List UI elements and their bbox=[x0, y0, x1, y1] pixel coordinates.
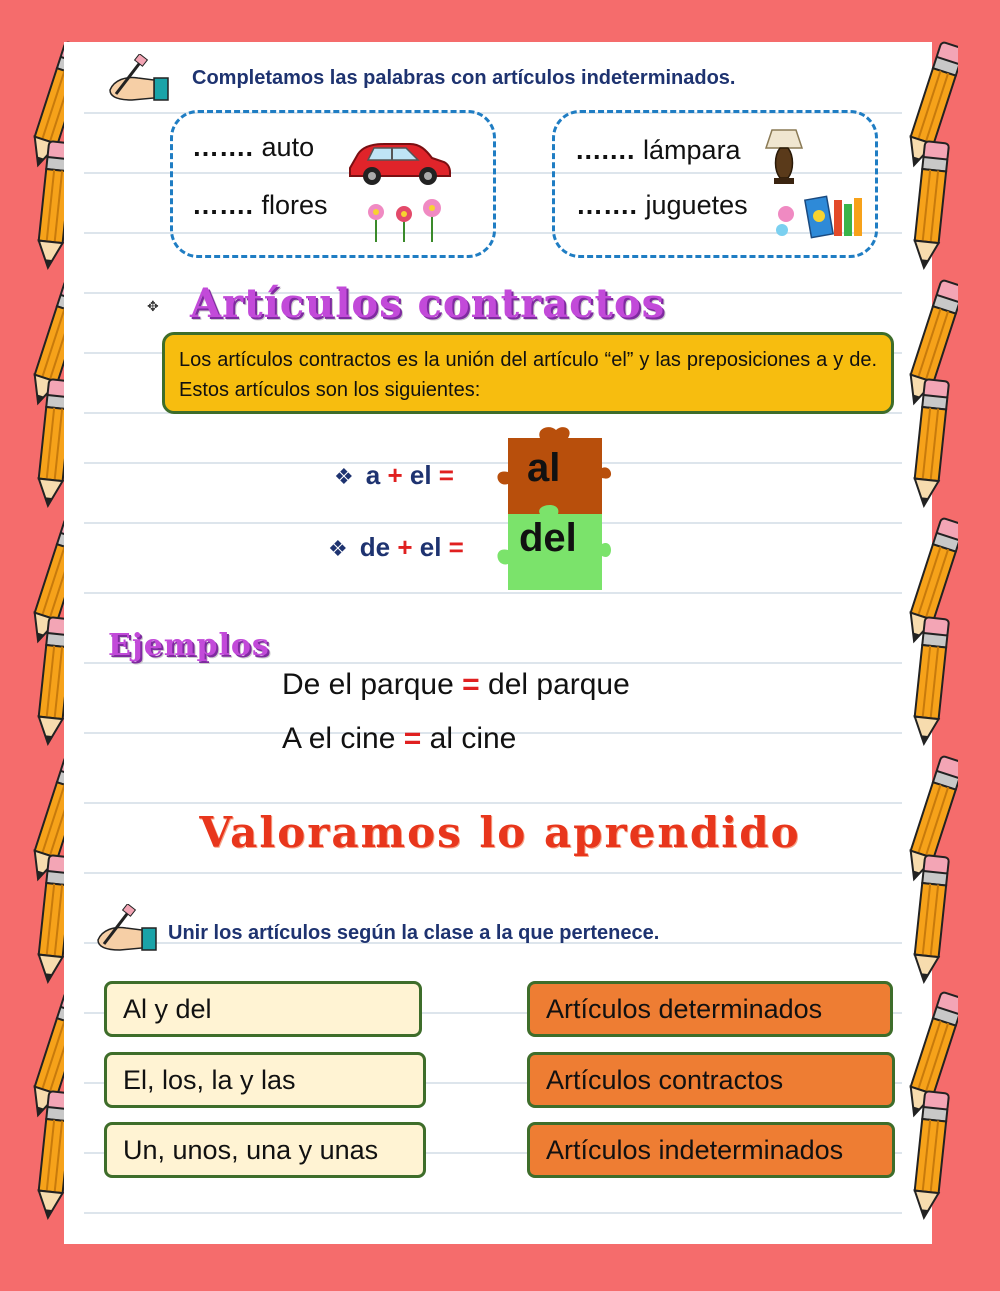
blank[interactable]: ….... bbox=[576, 190, 639, 220]
section-title: Artículos contractos bbox=[190, 280, 666, 327]
example-right: al cine bbox=[429, 722, 517, 755]
instruction-text: Completamos las palabras con artículos indeterminados. bbox=[192, 67, 736, 89]
word: lámpara bbox=[643, 135, 741, 165]
example-left: A el cine bbox=[282, 722, 396, 755]
writing-hand-icon bbox=[90, 904, 160, 956]
pencil-icon bbox=[904, 378, 956, 518]
equals-sign: = bbox=[403, 722, 422, 755]
info-box: Los artículos contractos es la unión del artículo “el” y las preposiciones a y de. Estos artículos son los siguientes: bbox=[162, 332, 894, 414]
match-left-item[interactable]: Al y del bbox=[104, 981, 422, 1037]
formula-row bbox=[328, 532, 464, 563]
pencil-icon bbox=[904, 1090, 956, 1230]
word: juguetes bbox=[645, 190, 748, 220]
equals-sign: = bbox=[462, 668, 480, 701]
assessment-title: Valoramos lo aprendido bbox=[199, 808, 801, 857]
formula-part: a bbox=[365, 460, 381, 490]
pencil-icon bbox=[904, 140, 956, 280]
bullet-icon: ❖ bbox=[334, 464, 354, 489]
puzzle-label: del bbox=[519, 516, 577, 560]
instruction-text: Unir los artículos según la clase a la que pertenece. bbox=[168, 922, 660, 944]
word: flores bbox=[261, 190, 328, 220]
blank[interactable]: ….... bbox=[192, 190, 255, 220]
plus-sign: + bbox=[397, 532, 413, 562]
example-row bbox=[282, 668, 630, 702]
example-row bbox=[282, 722, 516, 756]
flowers-icon bbox=[360, 194, 450, 244]
formula-part: el bbox=[409, 460, 432, 490]
match-left-item[interactable]: Un, unos, una y unas bbox=[104, 1122, 426, 1178]
formula-row bbox=[334, 460, 454, 491]
pencil-icon bbox=[904, 854, 956, 994]
equals-sign: = bbox=[438, 460, 454, 490]
car-icon bbox=[344, 136, 454, 188]
lamp-icon bbox=[764, 126, 804, 188]
match-right-item[interactable]: Artículos contractos bbox=[527, 1052, 895, 1108]
pencil-icon bbox=[904, 616, 956, 756]
plus-sign: + bbox=[387, 460, 403, 490]
blank[interactable]: ….... bbox=[192, 132, 255, 162]
bullet-icon: ✥ bbox=[147, 298, 159, 314]
fill-item bbox=[576, 135, 741, 166]
match-right-item[interactable]: Artículos determinados bbox=[527, 981, 893, 1037]
fill-item bbox=[192, 132, 314, 163]
blank[interactable]: ....... bbox=[576, 135, 636, 165]
match-left-item[interactable]: El, los, la y las bbox=[104, 1052, 426, 1108]
formula-part: el bbox=[419, 532, 442, 562]
equals-sign: = bbox=[448, 532, 464, 562]
writing-hand-icon bbox=[102, 54, 172, 106]
example-right: del parque bbox=[488, 668, 630, 701]
fill-item bbox=[192, 190, 328, 221]
puzzle-label: al bbox=[527, 446, 561, 490]
word: auto bbox=[261, 132, 315, 162]
fill-item bbox=[576, 190, 748, 221]
example-left: De el parque bbox=[282, 668, 454, 701]
examples-title: Ejemplos bbox=[108, 628, 270, 663]
match-right-item[interactable]: Artículos indeterminados bbox=[527, 1122, 895, 1178]
toys-icon bbox=[772, 190, 868, 246]
bullet-icon: ❖ bbox=[328, 536, 348, 561]
formula-part: de bbox=[359, 532, 391, 562]
